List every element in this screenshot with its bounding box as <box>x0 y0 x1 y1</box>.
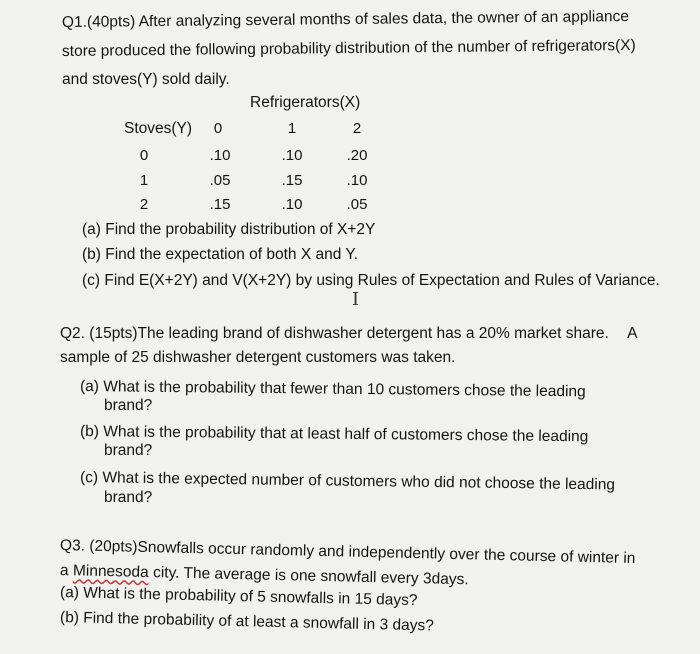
q1-part-c: (c) Find E(X+2Y) and V(X+2Y) by using Rules of Expectation and Rules of Variance. <box>82 272 660 289</box>
q2-part-c-line2: brand? <box>104 489 153 506</box>
q1-intro-line2: store produced the following probability distribution of the number of refrigerators(X) <box>61 36 636 60</box>
table-cell: .10 <box>281 196 303 213</box>
q2-part-a-line2: brand? <box>104 397 153 414</box>
table-y-value: 1 <box>139 172 149 189</box>
table-cell: .05 <box>346 196 368 213</box>
q3-intro-prefix: a <box>59 562 69 580</box>
table-cell: .15 <box>209 196 231 213</box>
q2-intro-trailing: A <box>627 325 638 342</box>
q3-part-a: (a) What is the probability of 5 snowfalls in 15 days? <box>59 584 418 610</box>
table-x-header: 0 <box>213 120 223 137</box>
table-cell: .15 <box>281 172 303 189</box>
table-cell: .10 <box>281 147 303 164</box>
table-y-value: 0 <box>139 147 149 164</box>
table-cell: .10 <box>346 172 368 189</box>
table-x-header: 1 <box>287 120 297 137</box>
table-col-title: Refrigerators(X) <box>250 94 361 111</box>
q1-part-a: (a) Find the probability distribution of X+2Y <box>82 221 376 238</box>
q2-part-a-line1: (a) What is the probability that fewer than 10 customers chose the leading <box>79 378 586 401</box>
table-x-header: 2 <box>352 120 362 137</box>
q3-intro-line1: Q3. (20pts)Snowfalls occur randomly and independently over the course of winter in <box>59 537 636 568</box>
q2-part-b-line2: brand? <box>104 442 153 459</box>
q2-intro-line2: sample of 25 dishwasher detergent customers was taken. <box>60 349 456 366</box>
table-cell: .10 <box>209 147 231 164</box>
misspelled-word: Minnesoda <box>72 562 149 582</box>
q2-intro-text: Q2. (15pts)The leading brand of dishwasher detergent has a 20% market share. <box>60 325 609 342</box>
q2-part-c-line1: (c) What is the expected number of customers who did not choose the leading <box>79 469 616 494</box>
table-row-title: Stoves(Y) <box>124 120 193 137</box>
q2-intro-line1 <box>60 324 638 344</box>
q1-intro-line1: Q1.(40pts) After analyzing several months of sales data, the owner of an appliance <box>61 8 630 31</box>
q2-part-b-line1: (b) What is the probability that at least half of customers chose the leading <box>79 423 589 446</box>
table-y-value: 2 <box>139 196 149 213</box>
text-cursor-icon: I <box>352 289 360 310</box>
q3-part-b: (b) Find the probability of at least a snowfall in 3 days? <box>59 609 435 635</box>
q1-intro-line3: and stoves(Y) sold daily. <box>62 71 230 88</box>
q1-part-b: (b) Find the expectation of both X and Y. <box>82 246 359 263</box>
table-cell: .05 <box>209 172 231 189</box>
table-cell: .20 <box>346 147 368 164</box>
q3-intro-suffix: city. The average is one snowfall every 3days. <box>152 564 469 589</box>
